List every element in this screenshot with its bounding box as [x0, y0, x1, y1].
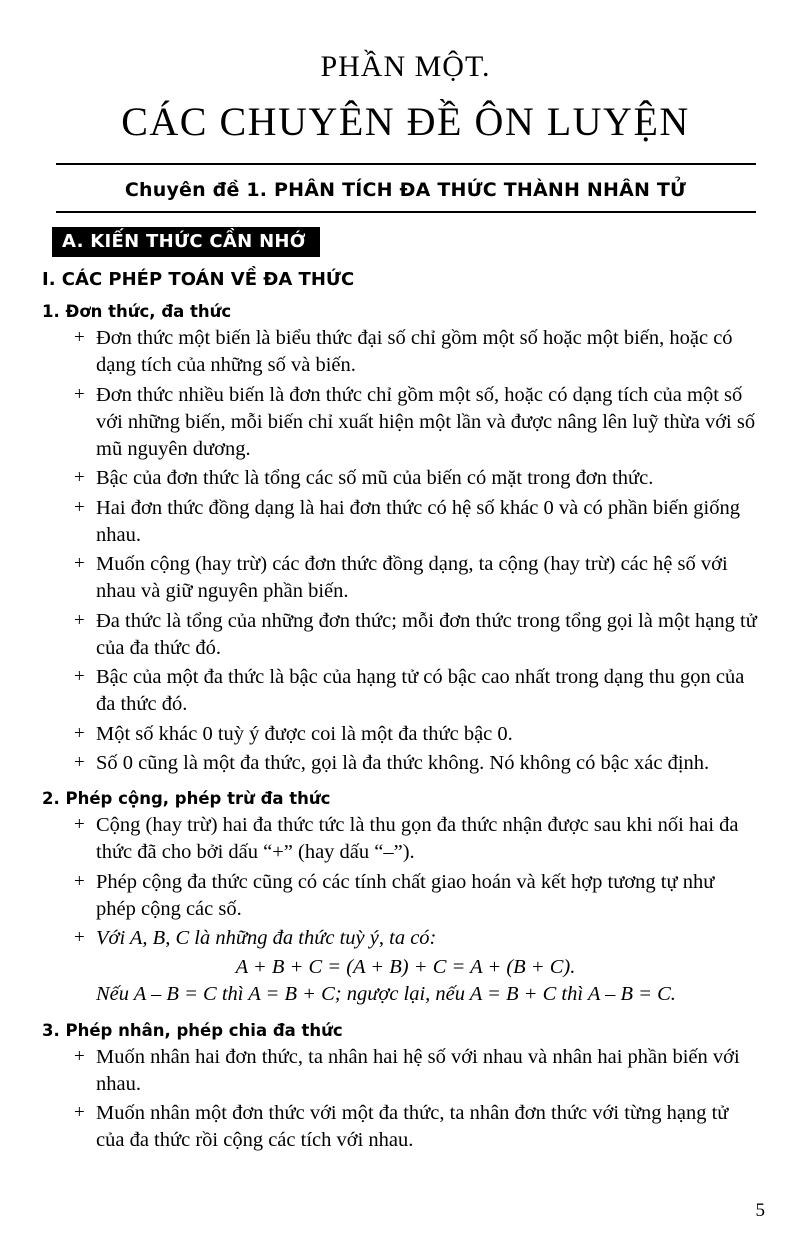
- list-item-text: Số 0 cũng là một đa thức, gọi là đa thức không. Nó không có bậc xác định.: [96, 751, 710, 774]
- plus-icon: +: [74, 927, 85, 948]
- list-item-text: Muốn nhân một đơn thức với một đa thức, ta nhân đơn thức với từng hạng tử của đa thức rồi cộng các tích với nhau.: [96, 1102, 729, 1152]
- section-i-title: I. CÁC PHÉP TOÁN VỀ ĐA THỨC: [42, 269, 355, 290]
- list-item-text: Muốn cộng (hay trừ) các đơn thức đồng dạng, ta cộng (hay trừ) các hệ số với nhau và giữ nguyên phần biến.: [96, 553, 728, 603]
- document-page: [0, 50, 811, 1250]
- plus-icon: +: [74, 553, 85, 574]
- list-item: [0, 325, 811, 380]
- list-item: [0, 495, 811, 550]
- list-item-text: Bậc của một đa thức là bậc của hạng tử có bậc cao nhất trong dạng thu gọn của đa thức đó.: [96, 666, 745, 716]
- subsection-3-list: [0, 1044, 811, 1155]
- list-item: [0, 1100, 811, 1155]
- list-item: [0, 721, 811, 748]
- divider-second: [56, 211, 756, 213]
- subsection-2-list: [0, 812, 811, 952]
- list-item-text: Hai đơn thức đồng dạng là hai đơn thức có hệ số khác 0 và có phần biến giống nhau.: [96, 496, 740, 546]
- list-item: [0, 382, 811, 464]
- list-item-text: Đơn thức một biến là biểu thức đại số chỉ gồm một số hoặc một biến, hoặc có dạng tích của những số và biến.: [96, 327, 733, 377]
- list-item-text: Bậc của đơn thức là tổng các số mũ của biến có mặt trong đơn thức.: [96, 467, 654, 490]
- plus-icon: +: [74, 1102, 85, 1123]
- divider-top: [56, 163, 756, 165]
- list-item: [0, 608, 811, 663]
- plus-icon: +: [74, 383, 85, 405]
- list-item-text: Một số khác 0 tuỳ ý được coi là một đa thức bậc 0.: [96, 722, 513, 745]
- list-item-text: Phép cộng đa thức cũng có các tính chất giao hoán và kết hợp tương tự như phép cộng các số.: [96, 870, 715, 920]
- plus-icon: +: [74, 327, 85, 348]
- plus-icon: +: [74, 666, 85, 687]
- plus-icon: +: [74, 722, 85, 744]
- list-item-text: Muốn nhân hai đơn thức, ta nhân hai hệ số với nhau và nhân hai phần biến với nhau.: [96, 1045, 740, 1095]
- list-item: [0, 750, 811, 777]
- plus-icon: +: [74, 467, 85, 489]
- plus-icon: +: [74, 609, 85, 631]
- subsection-1-title: 1. Đơn thức, đa thức: [42, 302, 232, 321]
- formula-associative: A + B + C = (A + B) + C = A + (B + C).: [235, 956, 576, 979]
- list-item: [0, 812, 811, 867]
- plus-icon: +: [74, 496, 85, 518]
- list-item: [0, 925, 811, 952]
- list-item-text: Với A, B, C là những đa thức tuỳ ý, ta có:: [96, 927, 437, 949]
- plus-icon: +: [74, 751, 85, 773]
- part-title: PHẦN MỘT.: [320, 50, 491, 83]
- list-item: [0, 551, 811, 606]
- formula-note: Nếu A – B = C thì A = B + C; ngược lại, nếu A = B + C thì A – B = C.: [96, 983, 676, 1006]
- banner-wrapper: [52, 227, 811, 257]
- subsection-1-list: [0, 325, 811, 777]
- plus-icon: +: [74, 814, 85, 835]
- chapter-heading: Chuyên đề 1. PHÂN TÍCH ĐA THỨC THÀNH NHÂN TỬ: [124, 179, 687, 201]
- part-subtitle: CÁC CHUYÊN ĐỀ ÔN LUYỆN: [121, 99, 690, 144]
- list-item-text: Đơn thức nhiều biến là đơn thức chỉ gồm một số, hoặc có dạng tích của một số với những biến, mỗi biến chỉ xuất hiện một lần và được nâng lên luỹ thừa với số mũ nguyên dương.: [96, 383, 756, 460]
- page-number: 5: [755, 1200, 765, 1221]
- list-item: [0, 664, 811, 719]
- list-item: [0, 1044, 811, 1099]
- list-item: [0, 465, 811, 492]
- knowledge-banner: A. KIẾN THỨC CẦN NHỚ: [52, 227, 320, 257]
- list-item-text: Cộng (hay trừ) hai đa thức tức là thu gọn đa thức nhận được sau khi nối hai đa thức đã cho bởi dấu “+” (hay dấu “–”).: [96, 814, 739, 864]
- list-item: [0, 869, 811, 924]
- subsection-2-title: 2. Phép cộng, phép trừ đa thức: [42, 789, 331, 808]
- subsection-3-title: 3. Phép nhân, phép chia đa thức: [42, 1020, 343, 1040]
- plus-icon: +: [74, 870, 85, 892]
- list-item-text: Đa thức là tổng của những đơn thức; mỗi đơn thức trong tổng gọi là một hạng tử của đa thức đó.: [96, 609, 757, 659]
- plus-icon: +: [74, 1045, 85, 1067]
